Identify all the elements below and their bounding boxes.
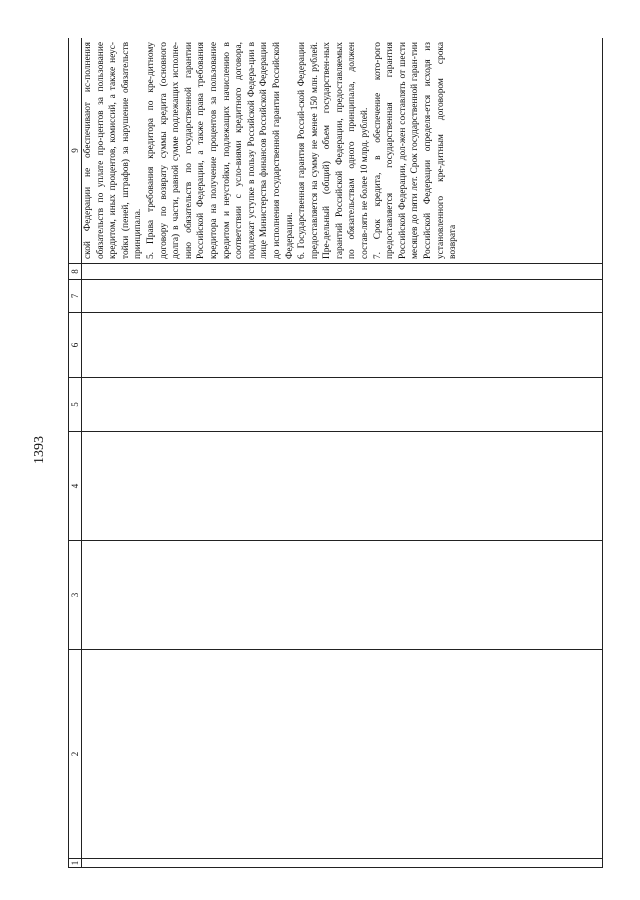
- table-cell-7: [82, 280, 603, 313]
- column-header: 4: [69, 432, 82, 541]
- paragraph: 7. Срок кредита, в обеспечение кото-рого предоставляется государственная гарантия Российской Федерации, дол-жен составлять от шести месяцев до пяти лет. Срок государственной гаран-тии Российской Федерации определя-ется исходя из установленного кре-дитным договором срока возврата: [372, 42, 459, 259]
- table-row: [82, 38, 603, 868]
- rotated-table-container: [68, 38, 604, 868]
- column-header: 9: [69, 38, 82, 264]
- column-header: 7: [69, 280, 82, 313]
- table-cell-3: [82, 541, 603, 650]
- table-cell-1: [82, 859, 603, 868]
- guarantee-table: [68, 38, 603, 868]
- document-sheet: [68, 38, 604, 868]
- column-header: 3: [69, 541, 82, 650]
- page-number: 1393: [32, 436, 47, 464]
- column-header: 8: [69, 264, 82, 280]
- table-cell-2: [82, 650, 603, 859]
- column-header: 5: [69, 378, 82, 432]
- table-cell-5: [82, 378, 603, 432]
- table-header-row: [69, 38, 82, 868]
- paragraph: 5. Права требования кредитора по кре-дитному договору по возврату суммы кредита (основного долга) в части, равной сумме подлежащих исполне-нию обязательств по государственной гарантии Российской Федерации, а также права требования кредитора на получение процентов за пользование кредитом и неустойки, подлежащих начислению в соответствии с усло-виями кредитного договора, подлежат уступке в пользу Российской Федера-ции в лице Министерства финансов Российской Федерации до исполнения государственной гарантии Российской Федерации.: [145, 42, 295, 259]
- column-header: 1: [69, 859, 82, 868]
- paragraph: 6. Государственная гарантия Россий-ской Федерации предоставляется на сумму не менее 150 млн. рублей. Пре-дельный (общий) объем государствен-ных гарантий Российской Федерации, предоставляемых по обязательствам одного принципала, должен состав-лять не более 10 млрд. рублей.: [297, 42, 371, 259]
- column-header: 2: [69, 650, 82, 859]
- table-cell-9: [82, 38, 603, 264]
- table-cell-8: [82, 264, 603, 280]
- table-cell-4: [82, 432, 603, 541]
- table-cell-6: [82, 313, 603, 378]
- paragraph: ской Федерации не обеспечивают ис-полнения обязательств по уплате про-центов за пользование кредитом, иных процентов, комиссий, а также неус-тойки (пеней, штрафов) за нарушение обязательств принципала.: [83, 42, 144, 259]
- column-header: 6: [69, 313, 82, 378]
